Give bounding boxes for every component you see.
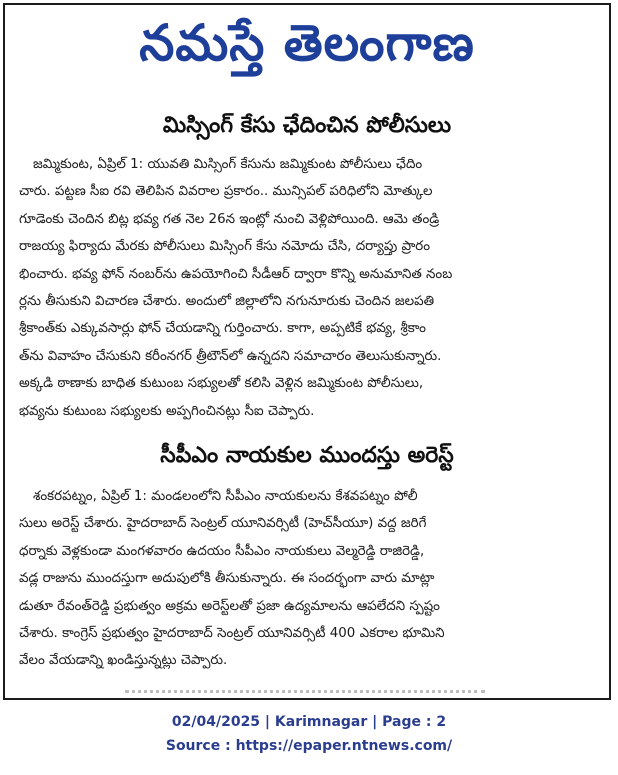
article-1-line: జమ్మికుంట, ఏప్రిల్ 1: యువతి మిస్సింగ్ కేసును జమ్మికుంట పోలీసులు ఛేదిం (33, 157, 423, 172)
article-1-line: ర్లను తీసుకుని విచారణ చేశారు. అందులో జిల్లాలోని నగునూరుకు చెందిన జలపతి (19, 294, 435, 310)
article-2-line: చేశారు. కాంగ్రెస్ ప్రభుత్వం హైదరాబాద్ సెంట్రల్ యూనివర్సిటీ 400 ఎకరాల భూమిని (19, 626, 445, 642)
article-1-body (19, 151, 599, 425)
cut-divider (125, 690, 485, 697)
newspaper-clipping (3, 3, 611, 700)
article-2-headline: సీపీఎం నాయకుల ముందస్తు అరెస్ట్ (160, 443, 454, 468)
article-1-line: భవ్యను కుటుంబ సభ్యులకు అప్పగించినట్లు సీఐ చెప్పారు. (19, 403, 315, 419)
article-2-line: ధర్నాకు వెళ్లకుండా మంగళవారం ఉదయం సీపీఎం నాయకులు వెల్మరెడ్డి రాజిరెడ్డి, (19, 543, 425, 559)
footer-date-edition: 02/04/2025 | Karimnagar | Page : 2 (171, 714, 447, 730)
article-2-line: శంకరపట్నం, ఏప్రిల్ 1: మండలంలోని సీపీఎం నాయకులను కేశవపట్నం పోలీ (33, 489, 418, 504)
masthead-logo: నమస్తే తెలంగాణ (139, 14, 475, 72)
article-1-line: భించారు. భవ్య ఫోన్ నంబర్‌ను ఉపయోగించి సీడీఆర్ ద్వారా కొన్ని అనుమానిత నంబ (19, 266, 453, 282)
article-1-line: త్‌ను వివాహం చేసుకుని కరీంనగర్ త్రీటౌన్‌లో ఉన్నదని సమాచారం తెలుసుకున్నారు. (19, 348, 442, 364)
article-1-line: చారు. పట్టణ సీఐ రవి తెలిపిన వివరాల ప్రకారం.. మున్సిపల్ పరిధిలోని మోత్కుల (19, 184, 433, 200)
article-1-line: అక్కడి ఠాణాకు బాధిత కుటుంబ సభ్యులతో కలిసి వెళ్లిన జమ్మికుంట పోలీసులు, (19, 376, 424, 392)
article-1-line: రాజయ్య ఫిర్యాదు మేరకు పోలీసులు మిస్సింగ్ కేసు నమోదు చేసి, దర్యాప్తు ప్రారం (19, 239, 431, 255)
article-1-line: శ్రీకాంత్‌కు ఎక్కువసార్లు ఫోన్ చేయడాన్ని గుర్తించారు. కాగా, అప్పటికే భవ్య, శ్రీకాం (19, 321, 426, 337)
article-2-line: డుతూ రేవంత్‌రెడ్డి ప్రభుత్వం అక్రమ అరెస్ట్‌లతో ప్రజా ఉద్యమాలను ఆపలేదని స్పష్టం (19, 598, 440, 614)
article-2-line: వేలం వేయడాన్ని ఖండిస్తున్నట్లు చెప్పారు. (19, 653, 228, 669)
article-1-line: గూడెంకు చెందిన బిట్ల భవ్య గత నెల 26న ఇంట్లో నుంచి వెళ్లిపోయింది. ఆమె తండ్రి (19, 211, 440, 227)
article-2-line: సులు అరెస్ట్ చేశారు. హైదరాబాద్ సెంట్రల్ యూనివర్సిటీ (హెచ్‌సీయూ) వద్ద జరిగే (19, 516, 427, 532)
article-1-headline: మిస్సింగ్ కేసు ఛేదించిన పోలీసులు (162, 113, 452, 138)
footer-source: Source : https://epaper.ntnews.com/ (165, 738, 453, 754)
article-2-body (19, 483, 599, 675)
article-2-line: వడ్ల రాజును ముందస్తుగా అదుపులోకి తీసుకున్నారు. ఈ సందర్భంగా వారు మాట్లా (19, 571, 435, 587)
